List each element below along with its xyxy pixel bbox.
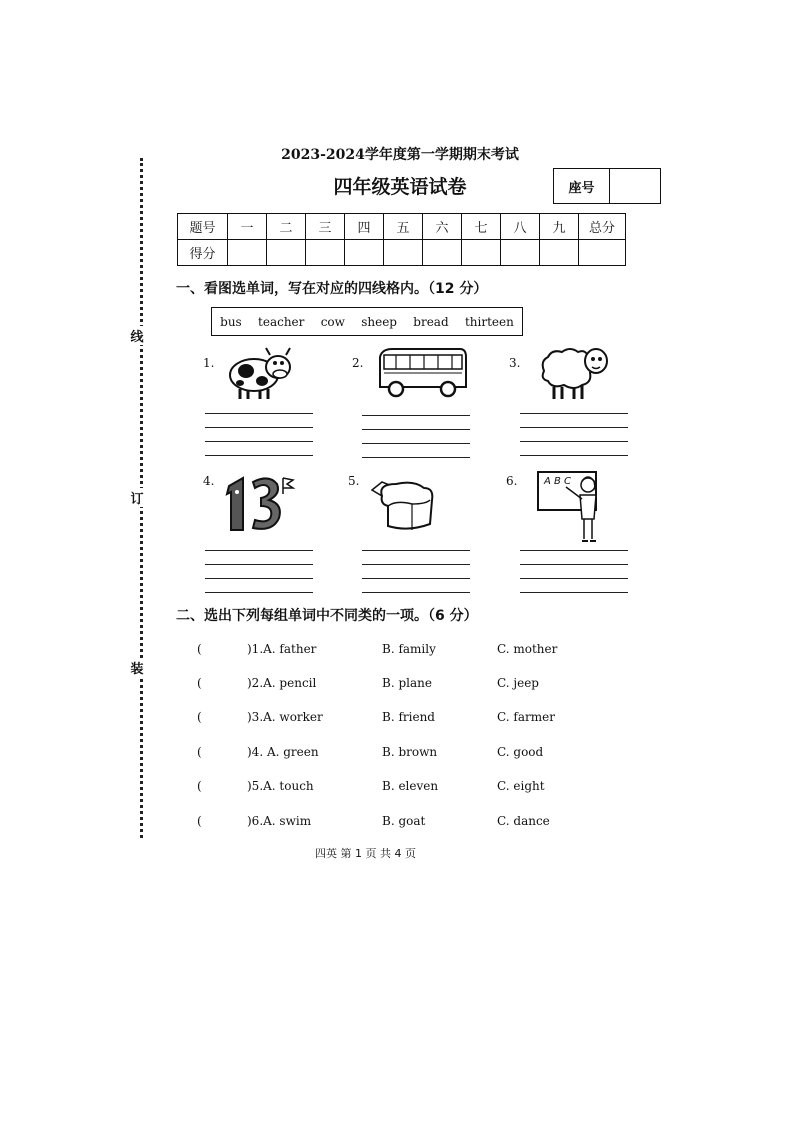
item-number: 4. bbox=[203, 474, 215, 488]
table-cell: 四 bbox=[345, 214, 384, 240]
table-cell: 七 bbox=[462, 214, 501, 240]
answer-lines-5[interactable] bbox=[362, 550, 470, 606]
bus-icon bbox=[376, 345, 468, 400]
score-cell[interactable] bbox=[345, 240, 384, 266]
word-bank-item: bread bbox=[413, 314, 449, 329]
item-number: 2. bbox=[352, 356, 364, 370]
option-a: )5.A. touch bbox=[247, 779, 314, 793]
exam-title: 2023-2024学年度第一学期期末考试 bbox=[281, 147, 519, 163]
score-table-header-row bbox=[178, 214, 626, 240]
option-a: )1.A. father bbox=[247, 642, 317, 656]
score-cell[interactable] bbox=[384, 240, 423, 266]
word-bank-item: thirteen bbox=[464, 314, 514, 329]
bread-icon bbox=[368, 478, 442, 534]
seat-number-box bbox=[553, 168, 661, 204]
answer-lines-4[interactable] bbox=[205, 550, 313, 606]
word-bank bbox=[211, 307, 523, 336]
item-number: 3. bbox=[509, 356, 521, 370]
option-c: C. mother bbox=[497, 642, 558, 656]
page-footer: 四英 第 1 页 共 4 页 bbox=[315, 847, 416, 860]
binding-char-zhuang: 装 bbox=[126, 658, 148, 677]
table-cell: 八 bbox=[501, 214, 540, 240]
score-cell[interactable] bbox=[267, 240, 306, 266]
table-cell: 九 bbox=[540, 214, 579, 240]
table-cell: 得分 bbox=[178, 240, 228, 266]
word-bank-item: bus bbox=[220, 314, 242, 329]
answer-lines-2[interactable] bbox=[362, 415, 470, 471]
option-b: B. family bbox=[382, 642, 436, 656]
option-b: B. plane bbox=[382, 676, 432, 690]
seat-input[interactable] bbox=[610, 169, 660, 203]
thirteen-icon bbox=[217, 472, 297, 536]
option-b: B. eleven bbox=[382, 779, 439, 793]
cow-icon bbox=[226, 345, 294, 400]
answer-lines-3[interactable] bbox=[520, 413, 628, 469]
blackboard-text: A B C bbox=[544, 476, 572, 487]
score-cell[interactable] bbox=[462, 240, 501, 266]
word-bank-item: teacher bbox=[258, 314, 305, 329]
section1-heading: 一、看图选单词，写在对应的四线格内。（12 分） bbox=[176, 281, 488, 297]
seat-label: 座号 bbox=[554, 169, 610, 203]
option-b: B. friend bbox=[382, 710, 435, 724]
table-cell: 一 bbox=[228, 214, 267, 240]
exam-subtitle: 四年级英语试卷 bbox=[333, 176, 467, 198]
word-bank-item: cow bbox=[320, 314, 345, 329]
answer-paren[interactable]: ( bbox=[197, 676, 202, 690]
score-cell[interactable] bbox=[228, 240, 267, 266]
section2-heading: 二、选出下列每组单词中不同类的一项。（6 分） bbox=[176, 608, 478, 624]
item-number: 5. bbox=[348, 474, 360, 488]
score-cell[interactable] bbox=[579, 240, 626, 266]
score-cell[interactable] bbox=[501, 240, 540, 266]
answer-paren[interactable]: ( bbox=[197, 779, 202, 793]
table-cell: 总分 bbox=[579, 214, 626, 240]
item-number: 1. bbox=[203, 356, 215, 370]
score-table bbox=[177, 213, 626, 266]
teacher-icon bbox=[560, 473, 604, 545]
score-cell[interactable] bbox=[306, 240, 345, 266]
answer-lines-1[interactable] bbox=[205, 413, 313, 469]
option-c: C. eight bbox=[497, 779, 545, 793]
option-a: )4. A. green bbox=[247, 745, 319, 759]
answer-paren[interactable]: ( bbox=[197, 745, 202, 759]
sheep-icon bbox=[538, 343, 610, 401]
table-cell: 题号 bbox=[178, 214, 228, 240]
item-number: 6. bbox=[506, 474, 518, 488]
table-cell: 六 bbox=[423, 214, 462, 240]
binding-char-ding: 订 bbox=[126, 488, 148, 507]
score-cell[interactable] bbox=[540, 240, 579, 266]
score-table-score-row bbox=[178, 240, 626, 266]
option-b: B. goat bbox=[382, 814, 426, 828]
option-a: )3.A. worker bbox=[247, 710, 323, 724]
option-c: C. farmer bbox=[497, 710, 555, 724]
answer-paren[interactable]: ( bbox=[197, 642, 202, 656]
option-c: C. good bbox=[497, 745, 544, 759]
score-cell[interactable] bbox=[423, 240, 462, 266]
word-bank-item: sheep bbox=[361, 314, 397, 329]
binding-char-xian: 线 bbox=[126, 326, 148, 345]
table-cell: 二 bbox=[267, 214, 306, 240]
answer-lines-6[interactable] bbox=[520, 550, 628, 606]
option-a: )2.A. pencil bbox=[247, 676, 317, 690]
option-c: C. jeep bbox=[497, 676, 539, 690]
table-cell: 五 bbox=[384, 214, 423, 240]
option-c: C. dance bbox=[497, 814, 550, 828]
option-b: B. brown bbox=[382, 745, 438, 759]
option-a: )6.A. swim bbox=[247, 814, 312, 828]
answer-paren[interactable]: ( bbox=[197, 710, 202, 724]
table-cell: 三 bbox=[306, 214, 345, 240]
answer-paren[interactable]: ( bbox=[197, 814, 202, 828]
